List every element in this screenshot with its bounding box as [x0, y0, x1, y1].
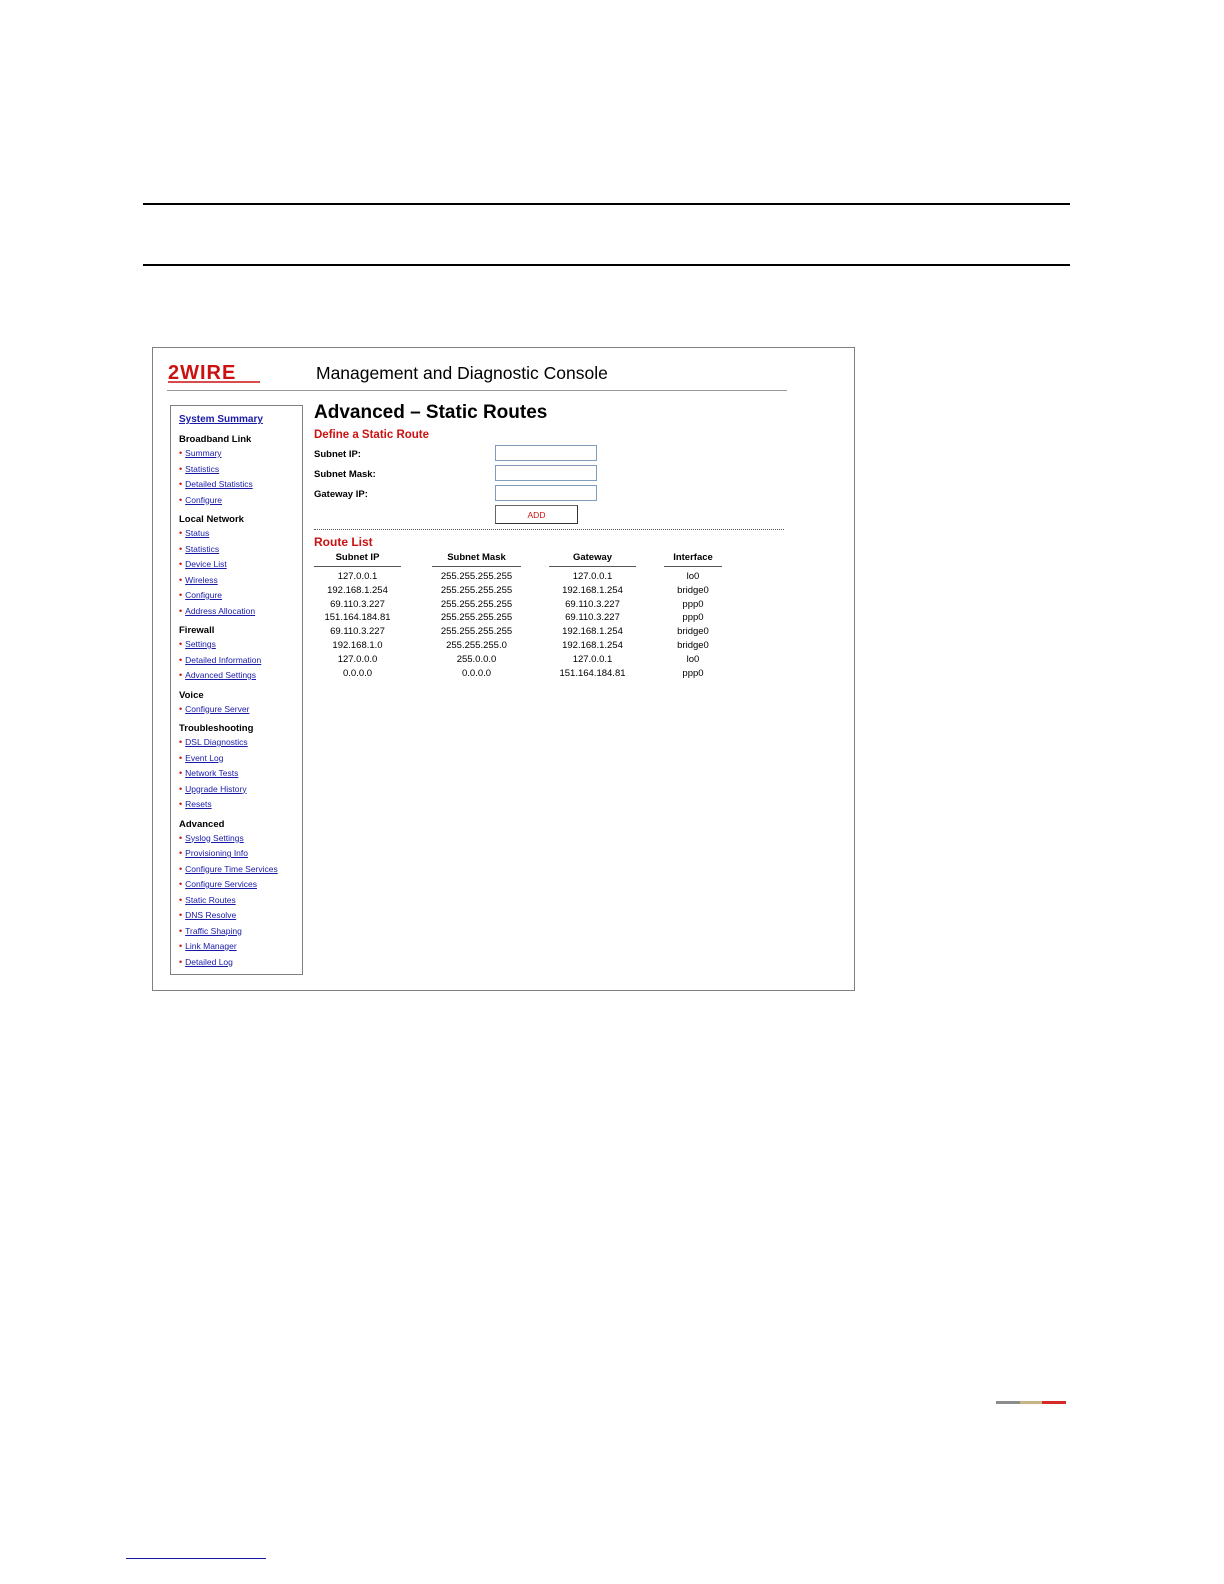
cell-subnet-mask: 255.255.255.0 [446, 639, 507, 651]
bullet-icon: • [179, 639, 183, 649]
cell-gateway: 151.164.184.81 [559, 667, 626, 679]
subnet-mask-label: Subnet Mask: [314, 469, 376, 480]
sidebar-link-detailed-information[interactable]: Detailed Information [185, 654, 262, 665]
col-subnet-mask: Subnet Mask [432, 550, 521, 567]
sidebar-link-resets[interactable]: Resets [185, 799, 212, 809]
sidebar-item [179, 735, 302, 751]
cell-subnet-mask: 255.255.255.255 [440, 571, 513, 582]
sidebar-link-traffic-shaping[interactable]: Traffic Shaping [185, 925, 242, 936]
sidebar-section-heading: Voice [179, 689, 204, 701]
gateway-ip-row [314, 485, 789, 505]
cell-subnet-mask: 255.0.0.0 [456, 653, 497, 665]
sidebar-link-configure-time-services[interactable]: Configure Time Services [185, 863, 278, 874]
cell-subnet-ip: 151.164.184.81 [324, 612, 391, 624]
sidebar-item [179, 955, 302, 971]
sidebar-item [179, 846, 302, 862]
sidebar-link-address-allocation[interactable]: Address Allocation [185, 605, 256, 616]
sidebar-item [179, 477, 302, 493]
bullet-icon: • [179, 448, 183, 458]
sidebar-item [179, 782, 302, 798]
route-list-heading: Route List [314, 535, 373, 549]
bullet-icon: • [179, 494, 183, 505]
footer-link-rule [126, 1558, 266, 1559]
bullet-icon: • [179, 654, 183, 665]
main-content [314, 402, 789, 680]
cell-subnet-ip: 69.110.3.227 [330, 598, 385, 610]
sidebar-item [179, 893, 302, 909]
table-row [314, 598, 722, 612]
cell-subnet-mask: 255.255.255.255 [440, 626, 513, 638]
sidebar-sections [179, 433, 302, 970]
bullet-icon: • [179, 768, 183, 778]
section-divider [314, 529, 784, 530]
sidebar-link-configure-server[interactable]: Configure Server [185, 703, 250, 714]
table-row [314, 639, 722, 653]
sidebar-section-heading: Firewall [179, 625, 215, 636]
subnet-ip-label: Subnet IP: [314, 449, 361, 460]
bullet-icon: • [179, 752, 183, 763]
sidebar-link-wireless[interactable]: Wireless [185, 574, 218, 585]
bullet-icon: • [179, 832, 183, 843]
cell-subnet-ip: 127.0.0.1 [337, 571, 378, 582]
sidebar-link-statistics[interactable]: Statistics [185, 543, 220, 554]
cell-subnet-ip: 127.0.0.0 [337, 653, 378, 665]
sidebar-item [179, 668, 302, 684]
bullet-icon: • [179, 941, 183, 951]
bullet-icon: • [179, 956, 183, 967]
col-interface: Interface [664, 550, 722, 567]
route-table [314, 550, 722, 680]
add-row [314, 505, 789, 526]
console-header-rule [167, 390, 787, 391]
sidebar-link-network-tests[interactable]: Network Tests [185, 768, 239, 778]
color-bar-red [1042, 1401, 1066, 1404]
sidebar-item [179, 939, 302, 955]
route-table-body [314, 567, 722, 681]
page-title: Advanced – Static Routes [314, 402, 548, 423]
sidebar-link-advanced-settings[interactable]: Advanced Settings [185, 670, 257, 680]
color-bar-gray [996, 1401, 1020, 1404]
bullet-icon: • [179, 799, 183, 809]
sidebar-link-detailed-log[interactable]: Detailed Log [185, 956, 233, 967]
logo-text: 2WIRE [168, 363, 237, 383]
bullet-icon: • [179, 925, 183, 936]
bullet-icon: • [179, 703, 183, 714]
sidebar-section-heading: Troubleshooting [179, 723, 254, 734]
define-route-heading: Define a Static Route [314, 429, 430, 441]
footer-color-bar [996, 1401, 1066, 1404]
cell-subnet-ip: 192.168.1.254 [327, 584, 388, 596]
sidebar-link-settings[interactable]: Settings [185, 639, 216, 649]
console-screenshot [152, 347, 855, 991]
sidebar-item [179, 862, 302, 878]
sidebar-item [179, 573, 302, 589]
bullet-icon: • [179, 605, 183, 616]
cell-interface: bridge0 [677, 626, 709, 638]
cell-interface: ppp0 [682, 598, 704, 610]
bullet-icon: • [179, 559, 183, 569]
sidebar-item [179, 542, 302, 558]
route-table-header [314, 550, 722, 567]
bullet-icon: • [179, 879, 183, 889]
cell-subnet-ip: 69.110.3.227 [330, 626, 385, 638]
bullet-icon: • [179, 463, 183, 474]
sidebar-link-configure[interactable]: Configure [185, 494, 223, 505]
bullet-icon: • [179, 543, 183, 554]
bullet-icon: • [179, 894, 183, 905]
sidebar-link-statistics[interactable]: Statistics [185, 463, 220, 474]
sidebar-item [179, 797, 302, 813]
table-row [314, 653, 722, 667]
bullet-icon: • [179, 863, 183, 874]
cell-gateway: 69.110.3.227 [565, 598, 620, 610]
sidebar-link-device-list[interactable]: Device List [185, 559, 227, 569]
bullet-icon: • [179, 590, 183, 600]
sidebar-link-dsl-diagnostics[interactable]: DSL Diagnostics [185, 737, 248, 747]
bullet-icon: • [179, 848, 183, 858]
table-row [314, 611, 722, 625]
sidebar-link-provisioning-info[interactable]: Provisioning Info [185, 848, 248, 858]
sidebar-link-dns-resolve[interactable]: DNS Resolve [185, 910, 237, 920]
cell-subnet-mask: 255.255.255.255 [440, 612, 513, 624]
cell-gateway: 192.168.1.254 [562, 584, 623, 596]
add-button[interactable]: ADD [495, 505, 578, 524]
cell-gateway: 69.110.3.227 [565, 612, 620, 624]
sidebar-link-link-manager[interactable]: Link Manager [185, 941, 237, 951]
sidebar-item [179, 702, 302, 718]
cell-subnet-ip: 0.0.0.0 [342, 667, 373, 679]
sidebar-item [179, 653, 302, 669]
sidebar-item [179, 877, 302, 893]
sidebar-item [179, 604, 302, 620]
sidebar-link-upgrade-history[interactable]: Upgrade History [185, 783, 247, 794]
2wire-logo [168, 363, 264, 383]
cell-interface: lo0 [686, 653, 700, 665]
sidebar-item [179, 557, 302, 573]
sidebar-link-syslog-settings[interactable]: Syslog Settings [185, 832, 244, 843]
cell-gateway: 192.168.1.254 [562, 639, 623, 651]
cell-gateway: 127.0.0.1 [572, 571, 613, 582]
table-row [314, 625, 722, 639]
sidebar-link-static-routes[interactable]: Static Routes [185, 894, 236, 905]
col-subnet-ip: Subnet IP [314, 550, 401, 567]
sidebar-item [179, 462, 302, 478]
table-row [314, 567, 722, 584]
sidebar-item [179, 588, 302, 604]
sidebar-item [179, 446, 302, 462]
cell-interface: ppp0 [682, 667, 704, 679]
subnet-ip-input[interactable] [495, 445, 597, 461]
sidebar-nav [170, 405, 303, 975]
bullet-icon: • [179, 528, 183, 538]
color-bar-tan [1020, 1401, 1042, 1404]
subnet-ip-row [314, 445, 789, 465]
sidebar-item [179, 924, 302, 940]
cell-subnet-mask: 255.255.255.255 [440, 584, 513, 596]
subnet-mask-input[interactable] [495, 465, 597, 481]
bullet-icon: • [179, 783, 183, 794]
sidebar-link-configure-services[interactable]: Configure Services [185, 879, 257, 889]
table-row [314, 584, 722, 598]
bullet-icon: • [179, 910, 183, 920]
sidebar-item [179, 766, 302, 782]
sidebar-item [179, 831, 302, 847]
sidebar-item [179, 751, 302, 767]
cell-interface: lo0 [686, 571, 700, 582]
cell-gateway: 192.168.1.254 [562, 626, 623, 638]
console-title: Management and Diagnostic Console [316, 363, 608, 383]
sidebar-item [179, 526, 302, 542]
cell-interface: bridge0 [677, 639, 709, 651]
cell-interface: bridge0 [677, 584, 709, 596]
sidebar-item [179, 637, 302, 653]
subnet-mask-row [314, 465, 789, 485]
sidebar-section-heading: Broadband Link [179, 434, 252, 445]
header-rule-bottom [143, 264, 1070, 266]
cell-gateway: 127.0.0.1 [572, 653, 613, 665]
gateway-ip-input[interactable] [495, 485, 597, 501]
cell-subnet-mask: 0.0.0.0 [461, 667, 492, 679]
col-gateway: Gateway [549, 550, 636, 567]
header-rule-top [143, 203, 1070, 205]
table-row [314, 667, 722, 681]
sidebar-link-detailed-statistics[interactable]: Detailed Statistics [185, 479, 253, 489]
sidebar-link-status[interactable]: Status [185, 528, 210, 538]
cell-subnet-ip: 192.168.1.0 [332, 639, 383, 651]
bullet-icon: • [179, 479, 183, 489]
sidebar-item [179, 493, 302, 509]
cell-interface: ppp0 [682, 612, 704, 624]
bullet-icon: • [179, 670, 183, 680]
sidebar-link-configure[interactable]: Configure [185, 590, 223, 600]
bullet-icon: • [179, 574, 183, 585]
sidebar-section-heading: Local Network [179, 514, 244, 525]
sidebar-link-system-summary[interactable]: System Summary [179, 414, 263, 425]
cell-subnet-mask: 255.255.255.255 [440, 598, 513, 610]
sidebar-item [179, 908, 302, 924]
sidebar-link-summary[interactable]: Summary [185, 448, 222, 458]
sidebar-link-event-log[interactable]: Event Log [185, 752, 224, 763]
gateway-ip-label: Gateway IP: [314, 489, 368, 500]
bullet-icon: • [179, 737, 183, 747]
sidebar-section-heading: Advanced [179, 818, 225, 830]
